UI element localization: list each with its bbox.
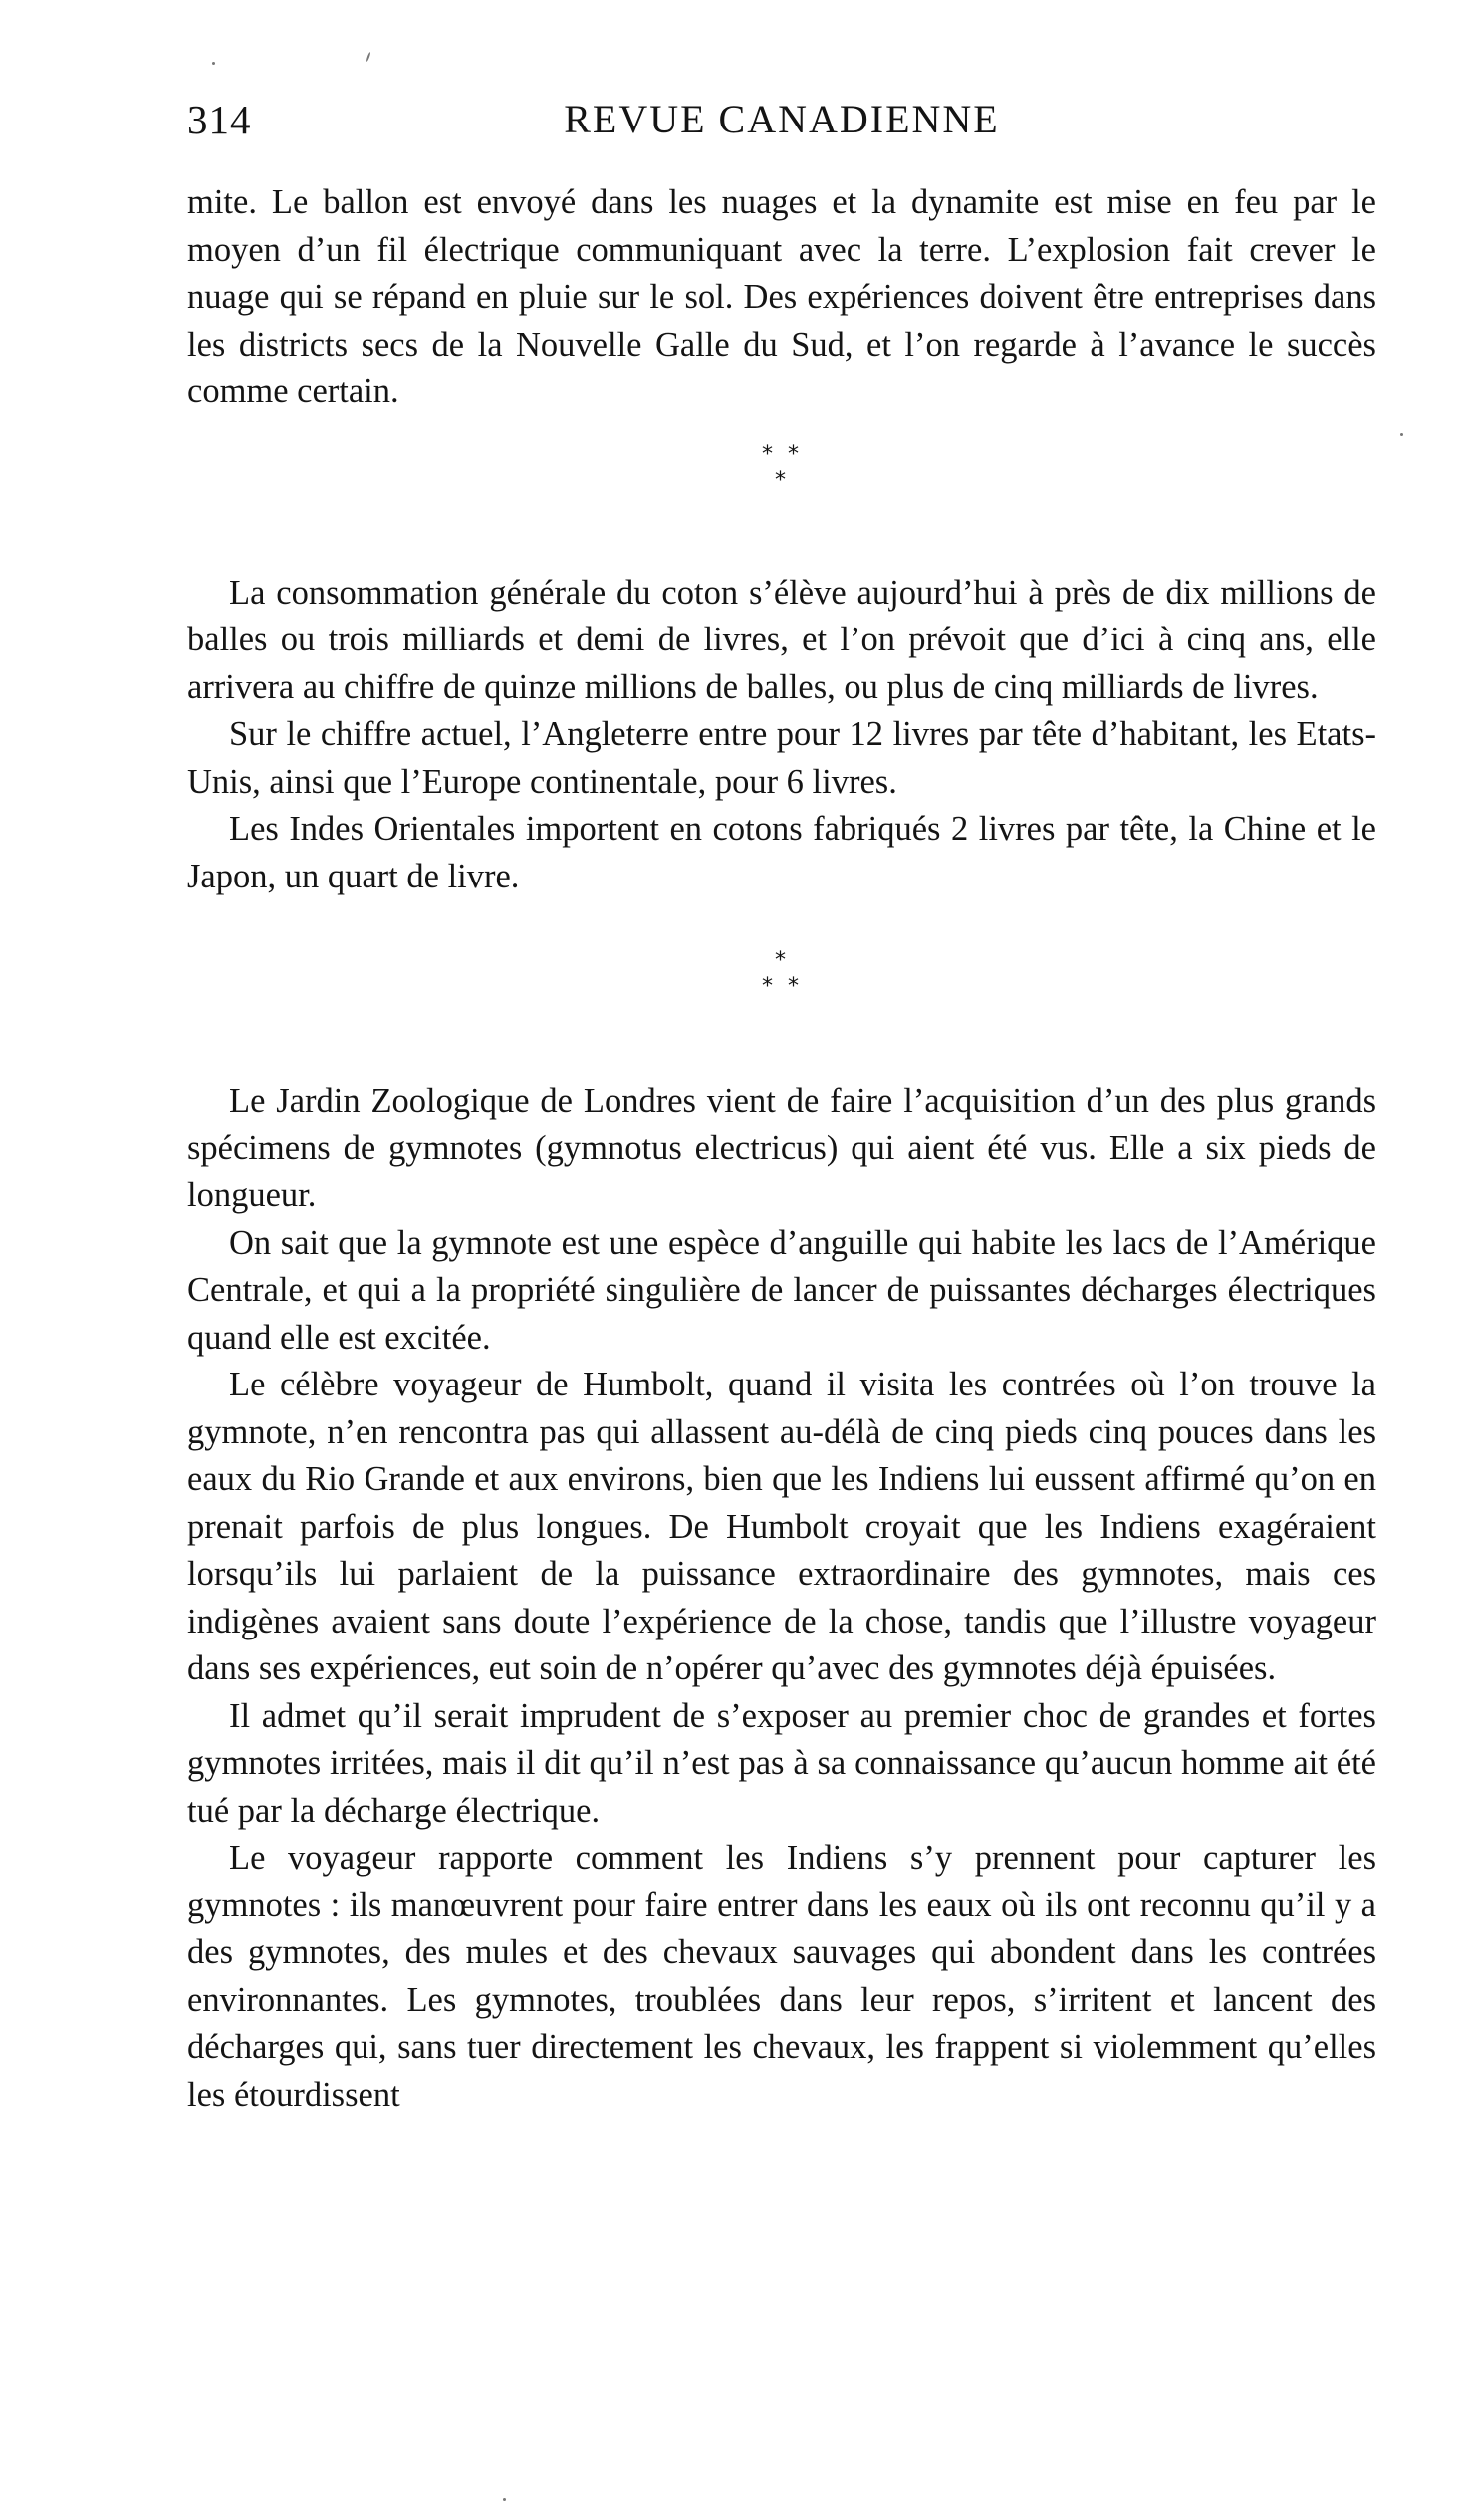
- paragraph-cotton-consumption: La consommation générale du coton s’élève aujourd’hui à près de dix millions de balles ou trois milliards et demi de livres, et l’on prévoit que d’ici à cinq ans, elle arrivera au chiffre de quinze millions de balles, ou plus de cinq milliards de livres.: [187, 573, 1376, 706]
- scan-speck: [1400, 433, 1403, 436]
- asterism-star: *: [775, 948, 786, 973]
- paragraph-cotton-east-indies: Les Indes Orientales importent en cotons fabriqués 2 livres par tête, la Chine et le Japon, un quart de livre.: [187, 810, 1376, 895]
- asterism-star: *: [788, 974, 799, 999]
- paragraph-capture: Le voyageur rapporte comment les Indiens s’y prennent pour capturer les gymnotes : ils manœuvrent pour faire entrer dans les eaux où ils ont reconnu qu’il y a des gymnotes, des mules et des chevaux sauvages qui abondent dans les contrées environnantes. Les gymnotes, troublées dans leur repos, s’irritent et lancent des décharges qui, sans tuer directement les chevaux, les frappent si violemment qu’elles les étourdissent: [187, 1839, 1376, 2114]
- scan-speck: [366, 52, 370, 62]
- page-header: [187, 96, 1376, 155]
- section-asterism-1: [187, 438, 1376, 534]
- asterism-star: *: [788, 441, 799, 467]
- paragraph-gymnote-description: On sait que la gymnote est une espèce d’anguille qui habite les lacs de l’Amérique Centrale, et qui a la propriété singulière de lancer de puissantes décharges électriques quand elle est excitée.: [187, 1223, 1376, 1357]
- paragraph-humbolt: Le célèbre voyageur de Humbolt, quand il visita les contrées où l’on trouve la gymnote, n’en rencontra pas qui allassent au-délà de cinq pieds cinq pouces dans les eaux du Rio Grande et aux environs, bien que les Indiens lui eussent affirmé qu’on en prenait parfois de plus longues. De Humbolt croyait que les Indiens exagéraient lorsqu’ils lui parlaient de la puissance extraordinaire des gymnotes, mais ces indigènes avaient sans doute l’expérience de la chose, tandis que l’illustre voyageur dans ses expériences, eut soin de n’opérer qu’avec des gymnotes déjà épuisées.: [187, 1366, 1376, 1687]
- scan-speck: [212, 62, 215, 65]
- article-body: [187, 179, 1376, 2119]
- scan-speck: [503, 2498, 506, 2501]
- section-asterism-2: [187, 944, 1376, 1040]
- running-title: REVUE CANADIENNE: [564, 97, 1000, 141]
- asterism-star: *: [775, 467, 786, 493]
- page-number: 314: [187, 97, 252, 142]
- asterism-star: *: [762, 441, 773, 467]
- asterism-star: *: [762, 974, 773, 999]
- paragraph-danger: Il admet qu’il serait imprudent de s’exposer au premier choc de grandes et fortes gymnotes irritées, mais il dit qu’il n’est pas à sa connaissance qu’aucun homme ait été tué par la décharge électrique.: [187, 1696, 1376, 1830]
- paragraph-cotton-per-head: Sur le chiffre actuel, l’Angleterre entre pour 12 livres par tête d’habitant, les Etats-Unis, ainsi que l’Europe continentale, pour 6 livres.: [187, 715, 1376, 801]
- paragraph-zoo-gymnote: Le Jardin Zoologique de Londres vient de faire l’acquisition d’un des plus grands spécimens de gymnotes (gymnotus electricus) qui aient été vus. Elle a six pieds de longueur.: [187, 1082, 1376, 1214]
- paragraph-rain-dynamite: mite. Le ballon est envoyé dans les nuages et la dynamite est mise en feu par le moyen d’un fil électrique communiquant avec la terre. L’explosion fait crever le nuage qui se répand en pluie sur le sol. Des expériences doivent être entreprises dans les districts secs de la Nouvelle Galle du Sud, et l’on regarde à l’avance le succès comme certain.: [187, 183, 1376, 410]
